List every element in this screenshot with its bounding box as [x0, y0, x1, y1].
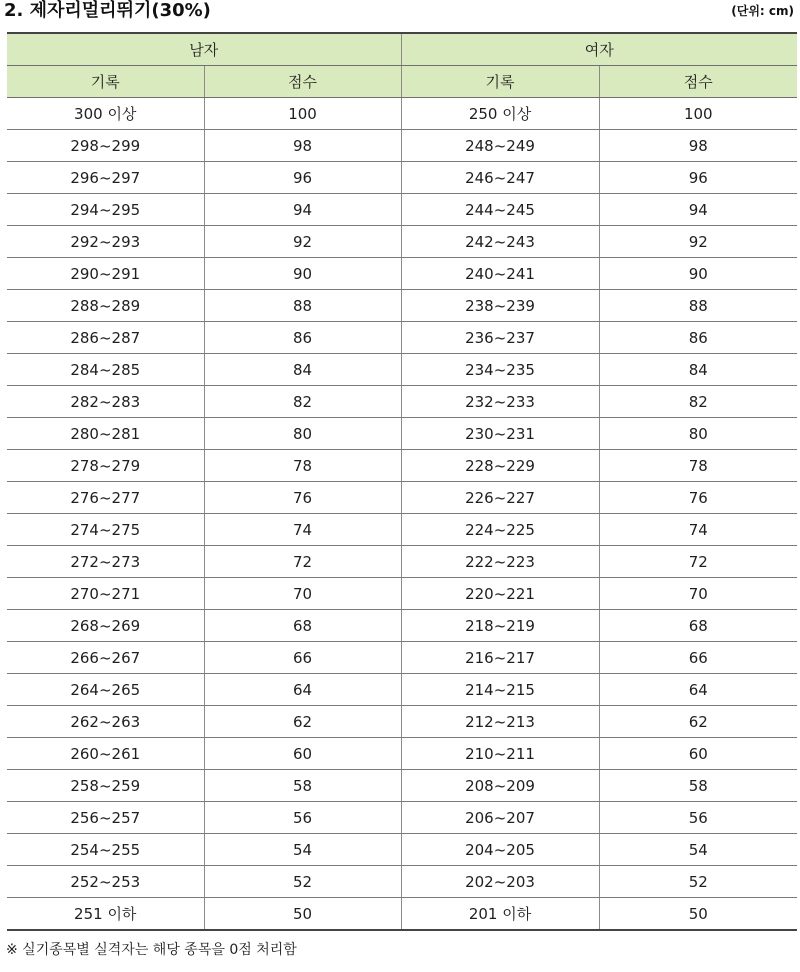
male-score-cell: 86	[204, 322, 401, 354]
female-score-cell: 98	[599, 130, 797, 162]
female-score-cell: 68	[599, 610, 797, 642]
female-record-cell: 232~233	[401, 386, 599, 418]
male-record-cell: 272~273	[7, 546, 204, 578]
female-record-cell: 224~225	[401, 514, 599, 546]
male-record-cell: 274~275	[7, 514, 204, 546]
male-score-cell: 50	[204, 898, 401, 931]
female-score-cell: 58	[599, 770, 797, 802]
table-row	[7, 322, 797, 354]
female-record-cell: 216~217	[401, 642, 599, 674]
table-row	[7, 642, 797, 674]
table-row	[7, 354, 797, 386]
female-score-cell: 96	[599, 162, 797, 194]
female-record-cell: 226~227	[401, 482, 599, 514]
female-score-cell: 62	[599, 706, 797, 738]
table-row	[7, 162, 797, 194]
male-score-cell: 78	[204, 450, 401, 482]
male-score-cell: 72	[204, 546, 401, 578]
column-header-male-score: 점수	[204, 66, 401, 98]
female-score-cell: 56	[599, 802, 797, 834]
female-record-cell: 242~243	[401, 226, 599, 258]
male-record-cell: 260~261	[7, 738, 204, 770]
female-score-cell: 66	[599, 642, 797, 674]
male-record-cell: 296~297	[7, 162, 204, 194]
female-score-cell: 94	[599, 194, 797, 226]
group-header-male: 남자	[7, 33, 401, 66]
male-record-cell: 276~277	[7, 482, 204, 514]
male-score-cell: 62	[204, 706, 401, 738]
female-record-cell: 220~221	[401, 578, 599, 610]
male-record-cell: 284~285	[7, 354, 204, 386]
table-row	[7, 738, 797, 770]
table-row	[7, 418, 797, 450]
table-row	[7, 546, 797, 578]
male-score-cell: 76	[204, 482, 401, 514]
column-header-male-record: 기록	[7, 66, 204, 98]
female-score-cell: 92	[599, 226, 797, 258]
female-score-cell: 50	[599, 898, 797, 931]
female-record-cell: 240~241	[401, 258, 599, 290]
male-record-cell: 300 이상	[7, 98, 204, 130]
table-row	[7, 898, 797, 931]
male-record-cell: 290~291	[7, 258, 204, 290]
male-score-cell: 70	[204, 578, 401, 610]
female-score-cell: 90	[599, 258, 797, 290]
table-row	[7, 770, 797, 802]
female-score-cell: 84	[599, 354, 797, 386]
female-record-cell: 202~203	[401, 866, 599, 898]
female-score-cell: 86	[599, 322, 797, 354]
female-record-cell: 214~215	[401, 674, 599, 706]
group-header-female: 여자	[401, 33, 797, 66]
female-record-cell: 246~247	[401, 162, 599, 194]
male-score-cell: 88	[204, 290, 401, 322]
male-record-cell: 278~279	[7, 450, 204, 482]
score-table	[7, 32, 797, 931]
male-record-cell: 266~267	[7, 642, 204, 674]
female-record-cell: 222~223	[401, 546, 599, 578]
male-record-cell: 264~265	[7, 674, 204, 706]
male-score-cell: 100	[204, 98, 401, 130]
table-row	[7, 290, 797, 322]
male-score-cell: 98	[204, 130, 401, 162]
male-record-cell: 280~281	[7, 418, 204, 450]
male-record-cell: 298~299	[7, 130, 204, 162]
male-score-cell: 92	[204, 226, 401, 258]
female-score-cell: 100	[599, 98, 797, 130]
male-score-cell: 96	[204, 162, 401, 194]
female-score-cell: 54	[599, 834, 797, 866]
female-record-cell: 206~207	[401, 802, 599, 834]
male-score-cell: 56	[204, 802, 401, 834]
female-record-cell: 204~205	[401, 834, 599, 866]
table-row	[7, 226, 797, 258]
female-record-cell: 210~211	[401, 738, 599, 770]
female-score-cell: 64	[599, 674, 797, 706]
male-record-cell: 258~259	[7, 770, 204, 802]
male-score-cell: 84	[204, 354, 401, 386]
footnote: ※ 실기종목별 실격자는 해당 종목을 0점 처리함	[6, 942, 297, 958]
female-record-cell: 248~249	[401, 130, 599, 162]
female-record-cell: 244~245	[401, 194, 599, 226]
column-header-female-score: 점수	[599, 66, 797, 98]
male-record-cell: 254~255	[7, 834, 204, 866]
female-score-cell: 80	[599, 418, 797, 450]
male-record-cell: 268~269	[7, 610, 204, 642]
column-header-row	[7, 66, 797, 98]
female-score-cell: 72	[599, 546, 797, 578]
female-score-cell: 60	[599, 738, 797, 770]
table-row	[7, 194, 797, 226]
male-record-cell: 286~287	[7, 322, 204, 354]
female-record-cell: 230~231	[401, 418, 599, 450]
table-row	[7, 258, 797, 290]
female-record-cell: 218~219	[401, 610, 599, 642]
female-record-cell: 238~239	[401, 290, 599, 322]
male-score-cell: 94	[204, 194, 401, 226]
male-record-cell: 251 이하	[7, 898, 204, 931]
female-score-cell: 76	[599, 482, 797, 514]
table-row	[7, 98, 797, 130]
male-record-cell: 262~263	[7, 706, 204, 738]
female-record-cell: 250 이상	[401, 98, 599, 130]
table-row	[7, 514, 797, 546]
page-title: 2. 제자리멀리뛰기(30%)	[4, 0, 211, 21]
male-score-cell: 90	[204, 258, 401, 290]
female-record-cell: 212~213	[401, 706, 599, 738]
female-score-cell: 70	[599, 578, 797, 610]
female-score-cell: 82	[599, 386, 797, 418]
male-score-cell: 74	[204, 514, 401, 546]
male-score-cell: 80	[204, 418, 401, 450]
male-score-cell: 68	[204, 610, 401, 642]
table-row	[7, 386, 797, 418]
table-row	[7, 802, 797, 834]
male-record-cell: 282~283	[7, 386, 204, 418]
female-record-cell: 228~229	[401, 450, 599, 482]
male-score-cell: 52	[204, 866, 401, 898]
table-row	[7, 866, 797, 898]
male-record-cell: 256~257	[7, 802, 204, 834]
male-record-cell: 294~295	[7, 194, 204, 226]
male-score-cell: 66	[204, 642, 401, 674]
unit-label: (단위: cm)	[731, 4, 794, 18]
female-record-cell: 208~209	[401, 770, 599, 802]
female-score-cell: 74	[599, 514, 797, 546]
table-row	[7, 482, 797, 514]
table-body	[7, 98, 797, 931]
male-record-cell: 270~271	[7, 578, 204, 610]
table-row	[7, 834, 797, 866]
male-record-cell: 288~289	[7, 290, 204, 322]
female-record-cell: 236~237	[401, 322, 599, 354]
table-row	[7, 674, 797, 706]
male-score-cell: 54	[204, 834, 401, 866]
table-row	[7, 610, 797, 642]
male-score-cell: 82	[204, 386, 401, 418]
male-record-cell: 252~253	[7, 866, 204, 898]
female-record-cell: 234~235	[401, 354, 599, 386]
column-header-female-record: 기록	[401, 66, 599, 98]
table-row	[7, 450, 797, 482]
male-score-cell: 60	[204, 738, 401, 770]
table-row	[7, 130, 797, 162]
male-score-cell: 58	[204, 770, 401, 802]
male-record-cell: 292~293	[7, 226, 204, 258]
female-score-cell: 78	[599, 450, 797, 482]
table-row	[7, 578, 797, 610]
group-header-row	[7, 33, 797, 66]
female-score-cell: 88	[599, 290, 797, 322]
female-score-cell: 52	[599, 866, 797, 898]
table-row	[7, 706, 797, 738]
female-record-cell: 201 이하	[401, 898, 599, 931]
male-score-cell: 64	[204, 674, 401, 706]
